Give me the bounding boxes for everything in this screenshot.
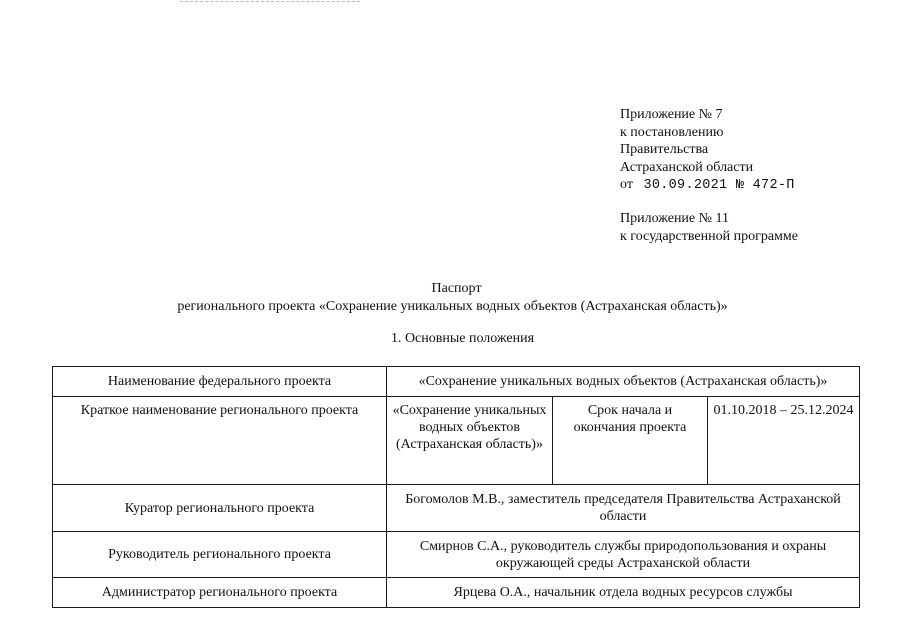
row-label-term: Срок начала и окончания проекта <box>553 397 708 485</box>
row-value-administrator: Ярцева О.А., начальник отдела водных ресурсов службы <box>387 578 860 608</box>
title-project-name: регионального проекта «Сохранение уникальных водных объектов (Астраханская область)» <box>177 299 728 314</box>
scan-artifact-line <box>180 1 360 2</box>
row-label-head: Руководитель регионального проекта <box>53 532 387 578</box>
row-value-short-name: «Сохранение уникальных водных объектов (Астраханская область)» <box>387 397 553 485</box>
row-value-term: 01.10.2018 – 25.12.2024 <box>708 397 860 485</box>
passport-table <box>52 366 860 608</box>
appendix-7-line-3: Правительства <box>620 142 709 157</box>
table-row <box>53 485 860 532</box>
row-label-federal-project: Наименование федерального проекта <box>53 367 387 397</box>
appendix-block-7 <box>620 106 795 195</box>
row-label-short-name: Краткое наименование регионального проекта <box>53 397 387 485</box>
section-heading: 1. Основные положения <box>390 331 535 346</box>
resolution-date-number: 30.09.2021 № 472-П <box>643 178 795 193</box>
appendix-7-line-4: Астраханской области <box>620 159 754 175</box>
row-value-federal-project: «Сохранение уникальных водных объектов (Астраханская область)» <box>387 367 860 397</box>
appendix-block-11 <box>620 210 798 245</box>
appendix-7-line-5 <box>620 176 795 195</box>
appendix-11-line-1: Приложение № 11 <box>620 211 729 226</box>
appendix-11-line-2: к государственной программе <box>620 228 798 244</box>
row-label-curator: Куратор регионального проекта <box>53 485 387 532</box>
row-value-head: Смирнов С.А., руководитель службы природопользования и охраны окружающей среды Астраханской области <box>387 532 860 578</box>
document-title <box>0 280 905 316</box>
table-row <box>53 578 860 608</box>
row-value-curator: Богомолов М.В., заместитель председателя Правительства Астраханской области <box>387 485 860 532</box>
appendix-7-line-2: к постановлению <box>620 124 724 140</box>
appendix-7-line-1: Приложение № 7 <box>620 107 723 122</box>
title-passport: Паспорт <box>431 281 482 296</box>
table-row <box>53 367 860 397</box>
date-prefix: от <box>620 177 633 192</box>
table-row <box>53 397 860 485</box>
row-label-administrator: Администратор регионального проекта <box>53 578 387 608</box>
table-row <box>53 532 860 578</box>
